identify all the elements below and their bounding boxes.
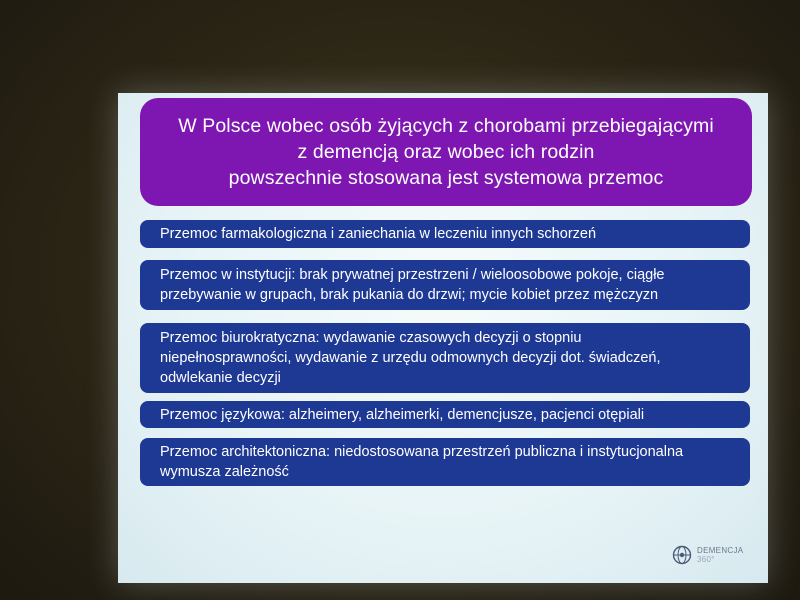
title-line: W Polsce wobec osób żyjących z chorobami przebiegającymi xyxy=(178,115,714,137)
item-line: Przemoc biurokratyczna: wydawanie czasowych decyzji o stopniu xyxy=(160,330,582,346)
item-line: Przemoc w instytucji: brak prywatnej przestrzeni / wieloosobowe pokoje, ciągłe xyxy=(160,267,665,283)
item-line: odwlekanie decyzji xyxy=(160,370,281,386)
projection-screen xyxy=(118,93,768,583)
item-line: Przemoc architektoniczna: niedostosowana przestrzeń publiczna i instytucjonalna xyxy=(160,444,684,460)
violence-item-bureaucratic xyxy=(140,323,750,393)
item-line: przebywanie w grupach, brak pukania do drzwi; mycie kobiet przez mężczyzn xyxy=(160,287,659,303)
slide-title xyxy=(140,98,752,206)
item-line: Przemoc językowa: alzheimery, alzheimerki, demencjusze, pacjenci otępiali xyxy=(160,406,645,423)
logo-name: DEMENCJA xyxy=(697,546,744,555)
violence-item-institutional xyxy=(140,260,750,310)
violence-item-architectural xyxy=(140,438,750,486)
title-line: powszechnie stosowana jest systemowa przemoc xyxy=(228,167,664,189)
logo-sub: 360° xyxy=(697,555,715,564)
demencja-logo xyxy=(672,545,743,565)
globe-icon xyxy=(672,545,692,565)
violence-item-pharmacological xyxy=(140,220,750,248)
item-line: wymusza zależność xyxy=(160,464,289,480)
violence-item-linguistic xyxy=(140,401,750,428)
item-line: Przemoc farmakologiczna i zaniechania w leczeniu innych schorzeń xyxy=(160,226,597,242)
title-line: z demencją oraz wobec ich rodzin xyxy=(297,141,595,163)
item-line: niepełnosprawności, wydawanie z urzędu odmownych decyzji dot. świadczeń, xyxy=(160,350,661,366)
